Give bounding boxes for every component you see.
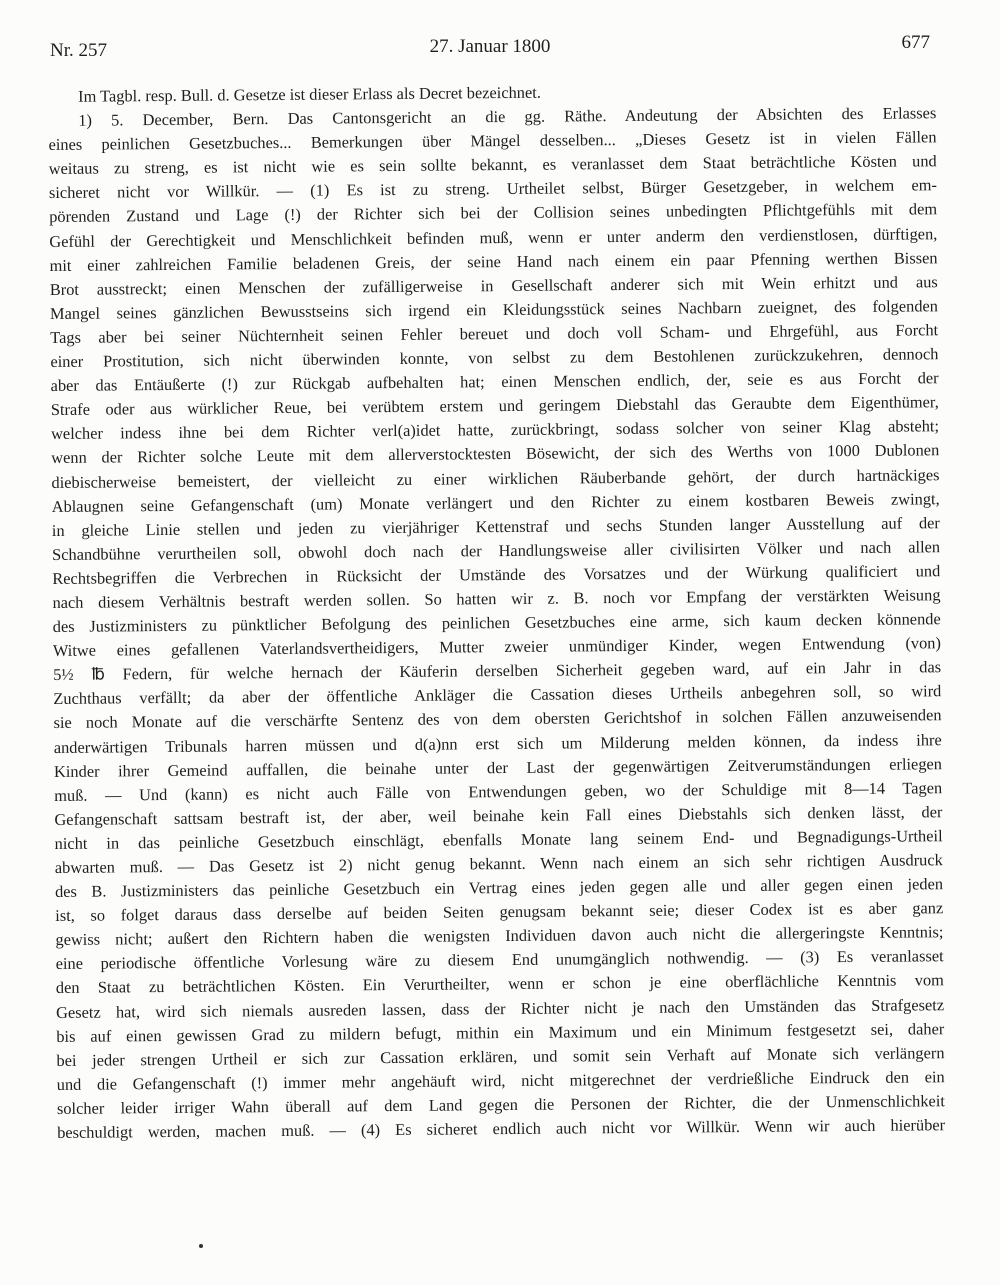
text-line: Strafe oder aus würklicher Reue, bei verübtem erstem und geringem Diebstahl das Geraubte dem Eigenthümer,	[50, 392, 939, 420]
text-line: ist, so folget daraus dass derselbe auf beiden Seiten genugsam bekannt seie; dieser Codex ist es aber ganz	[55, 898, 944, 926]
text-line: einer Prostitution, sich nicht überwinden konnte, von selbst zu dem Bestohlenen zurückzukehren, dennoch	[50, 344, 939, 372]
text-line: Ablaugnen seine Gefangenschaft (um) Monate verlängert und den Richter zu einem kostbaren Beweis zwingt,	[51, 488, 940, 516]
text-line: anderwärtigen Tribunals harren müssen und d(a)nn erst sich um Milderung melden können, da indess ihre	[53, 729, 942, 757]
text-line: Mangel seines gänzlichen Bewusstseins sich irgend ein Kleidungsstück seines Nachbarn zueignet, des folgenden	[49, 296, 939, 323]
text-line: des Justizministers zu pünktlicher Befolgung des peinlichen Gesetzbuches eine arme, sich kaum decken könnende	[52, 609, 941, 637]
text-line: Kinder ihrer Gemeind auffallen, die beinahe unter der Last der gegenwärtigen Zeitverumständungen erliegen	[53, 753, 943, 781]
text-line: nach diesem Verhältnis bestraft werden sollen. So hatten wir z. B. noch vor Empfang der verstärkten Weisung	[52, 585, 941, 612]
text-line: nicht in das peinliche Gesetzbuch einschlägt, ebenfalls Monate lang seinem End- und Begnadigungs-Urtheil	[54, 826, 943, 853]
text-line: aber das Entäußerte (!) zur Rückgab aufbehalten hat; einen Menschen endlich, der, seie es aus Forcht der	[50, 368, 939, 396]
page-header	[50, 32, 930, 66]
text-line: Gefühl der Gerechtigkeit und Menschlichkeit befinden muß, wenn er unter anderm den verdienstlosen, dürftigen,	[49, 223, 938, 251]
text-line: des B. Justizministers das peinliche Gesetzbuch ein Vertrag eines jeden gegen alle und aller gegen einen jeden	[54, 874, 944, 902]
text-line: bis auf einen gewissen Grad zu mildern befugt, mithin ein Maximum und ein Minimum festgesetzt sei, daher	[56, 1018, 945, 1046]
text-line: muß. — Und (kann) es nicht auch Fälle von Entwendungen geben, wo der Schuldige mit 8—14 Tagen	[54, 777, 943, 805]
text-line: wenn der Richter solche Leute mit dem allerverstocktesten Bösewicht, der sich des Werths von 1000 Dublonen	[51, 440, 940, 468]
text-line: diebischerweise bemeistert, der vielleicht zu einer wirklichen Räuberbande gehört, der durch hartnäckiges	[51, 464, 940, 492]
scan-speck	[199, 1244, 203, 1248]
text-line: bei jeder strengen Urtheil er sich zur Cassation erklären, und somit sein Verhaft auf Monate sich verlängern	[56, 1042, 945, 1070]
text-line: eines peinlichen Gesetzbuches... Bemerkungen über Mängel desselben... „Dieses Gesetz ist in vielen Fällen	[48, 127, 937, 155]
text-line: abwarten muß. — Das Gesetz ist 2) nicht genug bekannt. Wenn nach einem an sich sehr richtigen Ausdruck	[54, 850, 943, 877]
text-line: pörenden Zustand und Lage (!) der Richter sich bei der Collision seines unbedingten Pflichtgefühls mit dem	[49, 199, 938, 227]
text-line: 5½ ℔ Federn, für welche hernach der Käuferin derselben Sicherheit gegeben ward, auf ein Jahr in das	[53, 657, 942, 685]
page-number: 677	[901, 32, 930, 53]
text-line: Gesetz hat, wird sich niemals ausreden lassen, dass der Richter nicht je nach den Umständen das Strafgesetz	[56, 994, 945, 1022]
text-line: Witwe eines gefallenen Vaterlandsvertheidigers, Mutter zweier unmündiger Kinder, wegen Entwendung (von)	[52, 633, 941, 661]
text-line: Rechtsbegriffen die Verbrechen in Rücksicht der Umstände des Vorsatzes und der Würkung qualificiert und	[52, 561, 941, 588]
text-line: Im Tagbl. resp. Bull. d. Gesetze ist dieser Erlass als Decret bezeichnet.	[78, 82, 541, 106]
text-line: welcher indess ihne bei dem Richter verl(a)idet hatte, zurückbringt, sodass solcher von seiner Klag absteht;	[50, 416, 940, 444]
text-line: Brot ausstreckt; einen Menschen der zufälligerweise in Gesellschaft anderer sich mit Wein erhitzt und aus	[49, 271, 938, 299]
body-text	[48, 77, 945, 1145]
text-line: weitaus zu streng, es ist nicht wie es sein sollte bekannt, es veranlasset dem Staat beträchtliche Kösten und	[48, 151, 937, 179]
text-line: Zuchthaus verfällt; da aber der öffentliche Ankläger die Cassation dieses Urtheils anbegehren soll, so wird	[53, 681, 942, 709]
document-date: 27. Januar 1800	[429, 36, 551, 57]
text-line: gewiss nicht; außert den Richtern haben die wenigsten Individuen davon auch nicht die allergeringste Kenntnis;	[55, 922, 944, 950]
text-line: in gleiche Linie stellen und jeden zu vierjähriger Kettenstraf und sechs Stunden langer Ausstellung auf der	[51, 512, 940, 540]
text-line: beschuldigt werden, machen muß. — (4) Es sicheret endlich auch nicht vor Willkür. Wenn wir auch hierüber	[57, 1115, 946, 1142]
text-line: sie noch Monate auf die verschärfte Sentenz des von dem obersten Gerichtshof in solchen Fällen anzuweisenden	[53, 705, 942, 733]
text-line: solcher leider irriger Wahn überall auf dem Land gegen die Personen der Richter, die der Unmenschlichkeit	[56, 1091, 945, 1118]
text-line: den Staat zu beträchtlichen Kösten. Ein Verurtheilter, wenn er schon je eine oberflächliche Kenntnis vom	[55, 970, 944, 998]
text-line: 1) 5. December, Bern. Das Cantonsgericht an die gg. Räthe. Andeutung der Absichten des Erlasses	[78, 103, 937, 130]
text-line: sicheret nicht vor Willkür. — (1) Es ist zu streng. Urtheilet selbst, Bürger Gesetzgeber, in welchem em-	[48, 175, 937, 203]
text-line: Schandbühne verurtheilen soll, obwohl doch nach der Handlungsweise aller civilisirten Völker und nach allen	[52, 537, 941, 564]
text-line: und die Gefangenschaft (!) immer mehr angehäuft wird, nicht mitgerechnet der verdrießliche Eindruck den ein	[56, 1067, 945, 1094]
text-line: mit einer zahlreichen Familie beladenen Greis, der seine Hand nach einem ein paar Pfenning werthen Bissen	[49, 247, 938, 275]
document-number: Nr. 257	[50, 40, 107, 61]
text-line: Gefangenschaft sattsam bestraft ist, der aber, weil beinahe kein Fall eines Diebstahls sich denken lässt, der	[54, 802, 943, 829]
text-line: eine periodische öffentliche Vorlesung wäre zu diesem End unumgänglich nothwendig. — (3) Es veranlasset	[55, 946, 944, 974]
text-line: Tags aber bei seiner Nüchternheit seinen Fehler bereuet und doch voll Scham- und Ehrgefühl, aus Forcht	[50, 320, 939, 347]
